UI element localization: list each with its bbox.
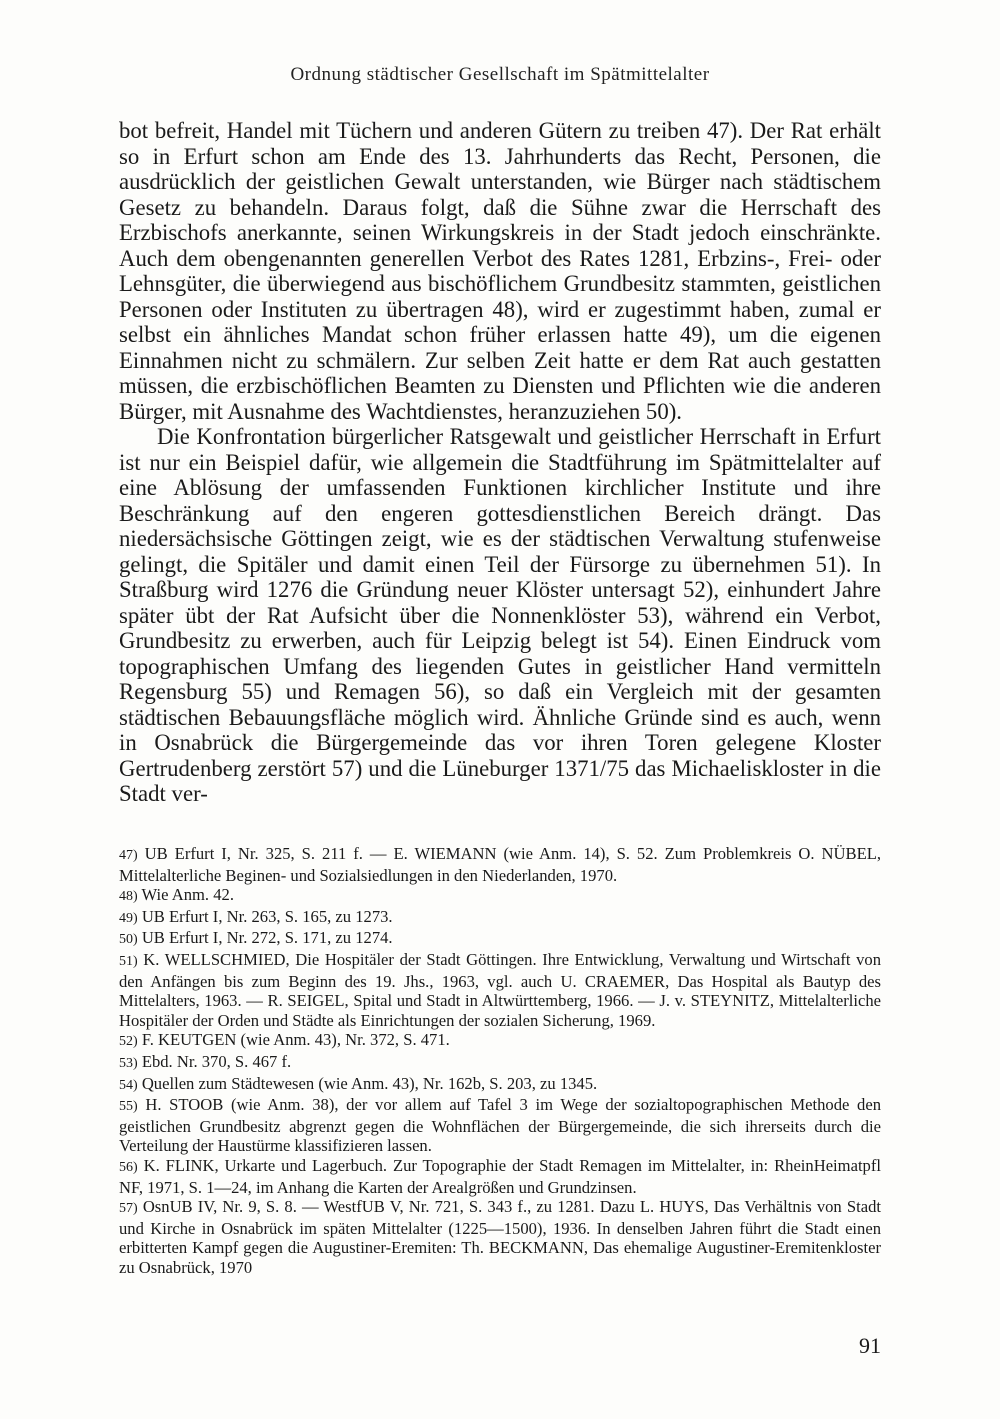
footnote — [119, 1156, 881, 1197]
footnote-number: 51) — [119, 953, 138, 969]
footnote-number: 52) — [119, 1034, 138, 1050]
footnote-number: 55) — [119, 1099, 138, 1115]
main-text — [119, 118, 881, 807]
footnote-text: Ebd. Nr. 370, S. 467 f. — [141, 1051, 292, 1071]
footnote-text: K. FLINK, Urkarte und Lagerbuch. Zur Topographie der Stadt Remagen im Mittelalter, in: RheinHeimatpfl NF, 1971, S. 1—24, im Anhang die Karten der Arealgrößen und Grundzinsen. — [119, 1155, 881, 1197]
footnote-number: 47) — [119, 848, 138, 863]
footnote — [119, 1197, 881, 1277]
footnote — [119, 1095, 881, 1156]
footnote-number: 50) — [119, 932, 138, 948]
footnote — [119, 1052, 881, 1074]
paragraph: Die Konfrontation bürgerlicher Ratsgewalt und geistlicher Herrschaft in Erfurt ist nur ein Beispiel dafür, wie allgemein die Stadtführung im Spätmittelalter auf eine Ablösung der umfassenden Funktionen kirchlicher Institute und ihre Beschränkung auf den engeren gottesdienstlichen Bereich drängt. Das niedersächsische Göttingen zeigt, wie es der städtischen Verwaltung stufenweise gelingt, die Spitäler und damit einen Teil der Fürsorge zu übernehmen 51). In Straßburg wird 1276 die Gründung neuer Klöster untersagt 52), einhundert Jahre später übt der Rat Aufsicht über die Nonnenklöster 53), während ein Verbot, Grundbesitz zu erwerben, auch für Leipzig belegt ist 54). Einen Eindruck vom topographischen Umfang des liegenden Gutes in geistlicher Hand vermitteln Regensburg 55) und Remagen 56), so daß ein Vergleich mit der gesamten städtischen Bebauungsfläche möglich wird. Ähnliche Gründe sind es auch, wenn in Osnabrück die Bürgergemeinde das vor ihren Toren gelegene Kloster Gertrudenberg zerstört 57) und die Lüneburger 1371/75 das Michaeliskloster in die Stadt ver- — [119, 424, 881, 806]
footnote — [119, 1074, 881, 1096]
footnotes — [119, 844, 881, 1277]
footnote-text: UB Erfurt I, Nr. 263, S. 165, zu 1273. — [141, 906, 393, 926]
page-number: 91 — [859, 1333, 881, 1358]
footnote-text: H. STOOB (wie Anm. 38), der vor allem auf Tafel 3 im Wege der sozialtopographischen Methode den geistlichen Grundbesitz abgrenzt gegen die Wohnflächen der Bürgergemeinde, die sich ihrerseits durch die Verteilung der Haustürme klassifizieren lassen. — [119, 1095, 881, 1156]
paragraph: bot befreit, Handel mit Tüchern und anderen Gütern zu treiben 47). Der Rat erhält so in Erfurt schon am Ende des 13. Jahrhunderts das Recht, Personen, die ausdrücklich der geistlichen Gewalt unterstanden, wie Bürger nach städtischem Gesetz zu behandeln. Daraus folgt, daß die Sühne zwar die Herrschaft des Erzbischofs anerkannte, seinen Wirkungskreis in der Stadt jedoch einschränkte. Auch dem obengenannten generellen Verbot des Rates 1281, Erbzins-, Frei- oder Lehnsgüter, die überwiegend aus bischöflichem Grundbesitz stammten, geistlichen Personen oder Instituten zu übertragen 48), wird er zugestimmt haben, zumal er selbst ein ähnliches Mandat schon früher erlassen hatte 49), um die eigenen Einnahmen nicht zu schmälern. Zur selben Zeit hatte er dem Rat auch gestatten müssen, die erzbischöflichen Beamten zu Diensten und Pflichten wie die anderen Bürger, mit Ausnahme des Wachtdienstes, heranzuziehen 50). — [119, 118, 881, 424]
footnote — [119, 907, 881, 929]
footnote — [119, 928, 881, 950]
footnote-text: Quellen zum Städtewesen (wie Anm. 43), Nr. 162b, S. 203, zu 1345. — [141, 1073, 598, 1093]
running-head: Ordnung städtischer Gesellschaft im Spätmittelalter — [290, 64, 710, 85]
footnote-number: 54) — [119, 1077, 138, 1093]
footnote-number: 53) — [119, 1055, 138, 1071]
footnote-number: 57) — [119, 1201, 138, 1217]
footnote-text: K. WELLSCHMIED, Die Hospitäler der Stadt Göttingen. Ihre Entwicklung, Verwaltung und Wirtschaft von den Anfängen bis zum Beginn des 19. Jhs., 1963, vgl. auch U. CRAEMER, Das Hospital als Bautyp des Mittelalters, 1963. — R. SEIGEL, Spital und Stadt in Altwürttemberg, 1966. — J. v. STEYNITZ, Mittelalterliche Hospitäler der Orden und Städte als Einrichtungen der sozialen Sicherung, 1969. — [119, 949, 882, 1030]
footnote-number: 56) — [119, 1159, 138, 1175]
footnote — [119, 950, 881, 1030]
footnote — [119, 885, 881, 907]
footnote-text: UB Erfurt I, Nr. 272, S. 171, zu 1274. — [141, 928, 393, 948]
footnote-text: Wie Anm. 42. — [141, 885, 234, 905]
footnote-text: F. KEUTGEN (wie Anm. 43), Nr. 372, S. 471. — [141, 1030, 450, 1050]
footnote — [119, 844, 881, 885]
footnote-number: 48) — [119, 889, 138, 905]
footnote-text: UB Erfurt I, Nr. 325, S. 211 f. — E. WIEMANN (wie Anm. 14), S. 52. Zum Problemkreis O. NÜBEL, Mittelalterliche Beginen- und Sozialsiedlungen in den Niederlanden, 1970. — [119, 844, 881, 885]
footnote-text: OsnUB IV, Nr. 9, S. 8. — WestfUB V, Nr. 721, S. 343 f., zu 1281. Dazu L. HUYS, Das Verhältnis von Stadt und Kirche in Osnabrück im späten Mittelalter (1225—1500), 1936. In denselben Jahren führt die Stadt einen erbitterten Kampf gegen die Augustiner-Eremiten: Th. BECKMANN, Das ehemalige Augustiner-Eremitenkloster zu Osnabrück, 1970 — [119, 1197, 881, 1277]
footnote — [119, 1030, 881, 1052]
footnote-number: 49) — [119, 910, 138, 926]
